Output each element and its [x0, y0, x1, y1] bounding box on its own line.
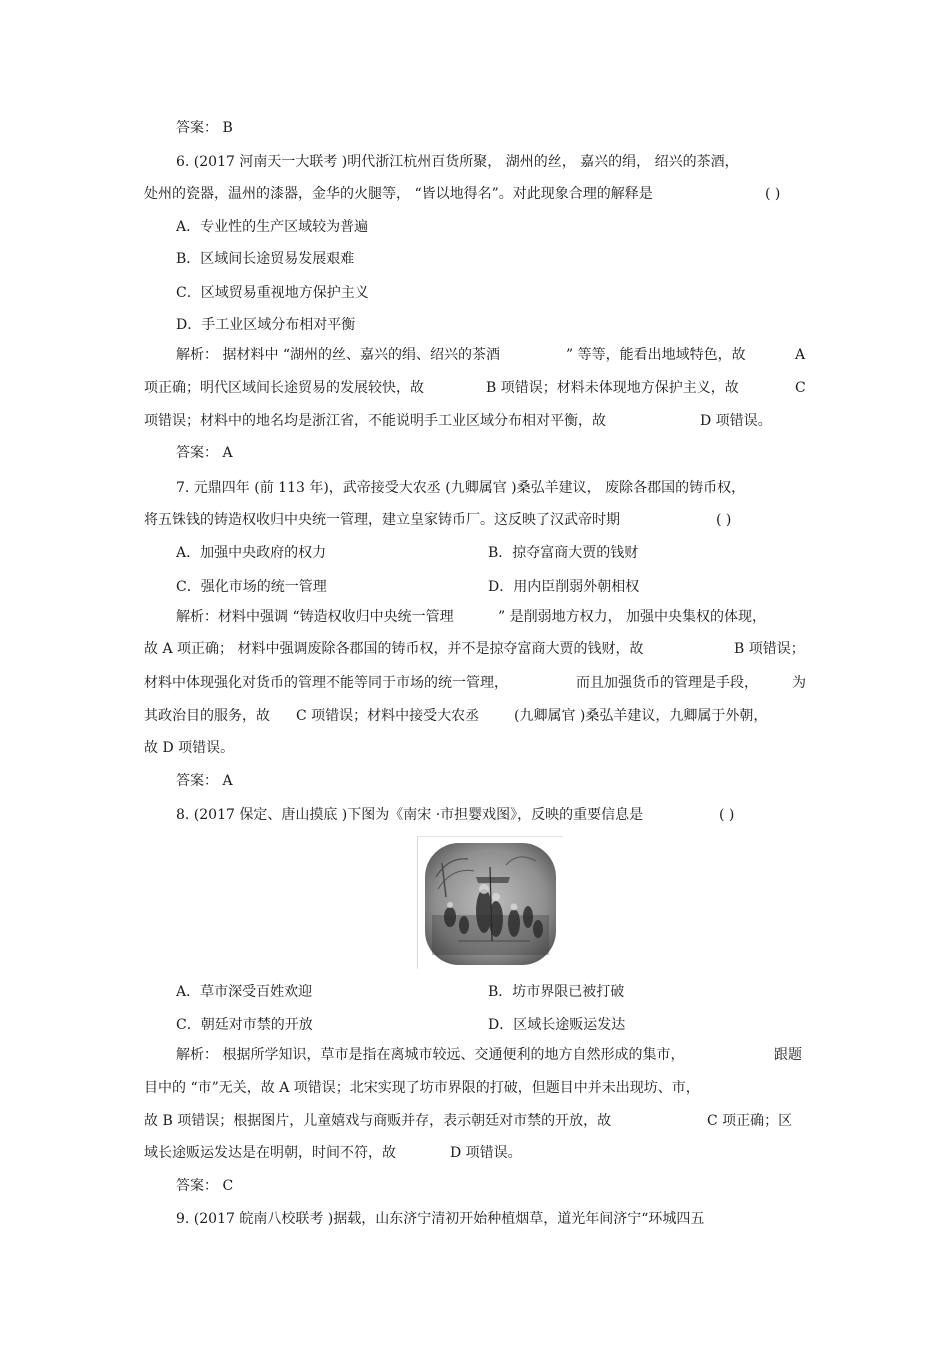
q8-option-c: C．朝廷对市禁的开放	[176, 1017, 313, 1033]
q8-analysis-line3-b: C 项正确；区	[707, 1113, 793, 1129]
q7-option-d: D．用内臣削弱外朝相权	[488, 579, 640, 595]
q8-analysis-line3-a: 故 B 项错误；根据图片，儿童嬉戏与商贩并存，表示朝廷对市禁的开放，故	[144, 1113, 612, 1129]
q6-analysis-line1-c: A	[795, 347, 806, 363]
q8-answer: 答案： C	[176, 1178, 234, 1194]
q6-answer-bracket: ( )	[765, 186, 781, 202]
q7-answer: 答案： A	[176, 773, 233, 789]
q6-option-c: C．区域贸易重视地方保护主义	[176, 285, 369, 301]
q7-analysis-line4-a: 其政治目的服务，故	[144, 708, 270, 724]
q8-stem: 8. (2017 保定、唐山摸底 )下图为《南宋 ·市担婴戏图》，反映的重要信息是	[176, 807, 644, 823]
q7-option-c: C．强化市场的统一管理	[176, 579, 327, 595]
q5-answer: 答案： B	[176, 120, 233, 136]
q7-analysis-line1-a: 解析：材料中强调 “铸造权收归中央统一管理	[176, 609, 454, 625]
market-peddler-painting-image	[417, 836, 563, 969]
q6-analysis-line2-a: 项正确；明代区域间长途贸易的发展较快，故	[144, 380, 424, 396]
q7-option-a: A．加强中央政府的权力	[176, 545, 327, 561]
q8-analysis-line4-b: D 项错误。	[450, 1145, 522, 1161]
q7-analysis-line2-a: 故 A 项正确； 材料中强调废除各郡国的铸币权，并不是掠夺富商大贾的钱财，故	[144, 641, 644, 657]
q6-analysis-line3-a: 项错误；材料中的地名均是浙江省，不能说明手工业区域分布相对平衡，故	[144, 413, 606, 429]
q6-stem-line1: 6. (2017 河南天一大联考 )明代浙江杭州百货所聚， 湖州的丝， 嘉兴的绢， 绍兴的茶酒，	[176, 154, 739, 170]
q6-option-a: A．专业性的生产区域较为普遍	[176, 219, 369, 235]
q8-option-a: A．草市深受百姓欢迎	[176, 984, 313, 1000]
q7-analysis-line4-c: (九卿属官 )桑弘羊建议，九卿属于外朝，	[514, 708, 768, 724]
q7-analysis-line3-b: 而且加强货币的管理是手段，	[576, 675, 758, 691]
q7-analysis-line3-a: 材料中体现强化对货币的管理不能等同于市场的统一管理，	[144, 675, 508, 691]
q6-analysis-line2-c: C	[795, 380, 806, 396]
q8-analysis-line4-a: 域长途贩运发达是在明朝，时间不符，故	[144, 1145, 396, 1161]
q7-analysis-line3-c: 为	[792, 675, 806, 691]
q8-option-b: B．坊市界限已被打破	[488, 984, 625, 1000]
q7-answer-bracket: ( )	[716, 512, 732, 528]
q9-stem-line1: 9. (2017 皖南八校联考 )据载，山东济宁清初开始种植烟草，道光年间济宁“环城四五	[176, 1211, 705, 1227]
q6-stem-line2: 处州的瓷器，温州的漆器，金华的火腿等， “皆以地得名”。对此现象合理的解释是	[144, 186, 653, 202]
q6-analysis-line1-b: ” 等等，能看出地域特色，故	[566, 347, 746, 363]
q7-stem-line1: 7. 元鼎四年 (前 113 年)，武帝接受大农丞 (九卿属官 )桑弘羊建议， 废除各郡国的铸币权，	[176, 480, 746, 496]
q6-analysis-line2-b: B 项错误；材料未体现地方保护主义，故	[486, 380, 739, 396]
q8-answer-bracket: ( )	[719, 807, 735, 823]
q7-analysis-line5: 故 D 项错误。	[144, 740, 235, 756]
q7-analysis-line4-b: C 项错误；材料中接受大农丞	[296, 708, 480, 724]
q8-analysis-line2: 目中的 “市”无关，故 A 项错误；北宋实现了坊市界限的打破，但题目中并未出现坊、市，	[144, 1080, 700, 1096]
q6-option-b: B．区域间长途贸易发展艰难	[176, 251, 355, 267]
q8-option-d: D．区域长途贩运发达	[488, 1017, 626, 1033]
q7-stem-line2: 将五铢钱的铸造权收归中央统一管理，建立皇家铸币厂。这反映了汉武帝时期	[144, 512, 620, 528]
q7-analysis-line2-b: B 项错误；	[734, 641, 805, 657]
q7-option-b: B．掠夺富商大贾的钱财	[488, 545, 639, 561]
q6-analysis-line1-a: 解析： 据材料中 “湖州的丝、嘉兴的绢、绍兴的茶酒	[176, 347, 501, 363]
q6-analysis-line3-b: D 项错误。	[700, 413, 772, 429]
q6-option-d: D．手工业区域分布相对平衡	[176, 317, 356, 333]
q7-analysis-line1-b: ” 是削弱地方权力， 加强中央集权的体现，	[498, 609, 767, 625]
q8-analysis-line1-b: 跟题	[774, 1047, 802, 1063]
q6-answer: 答案： A	[176, 445, 233, 461]
q8-analysis-line1-a: 解析： 根据所学知识，草市是指在离城市较远、交通便利的地方自然形成的集市，	[176, 1047, 685, 1063]
